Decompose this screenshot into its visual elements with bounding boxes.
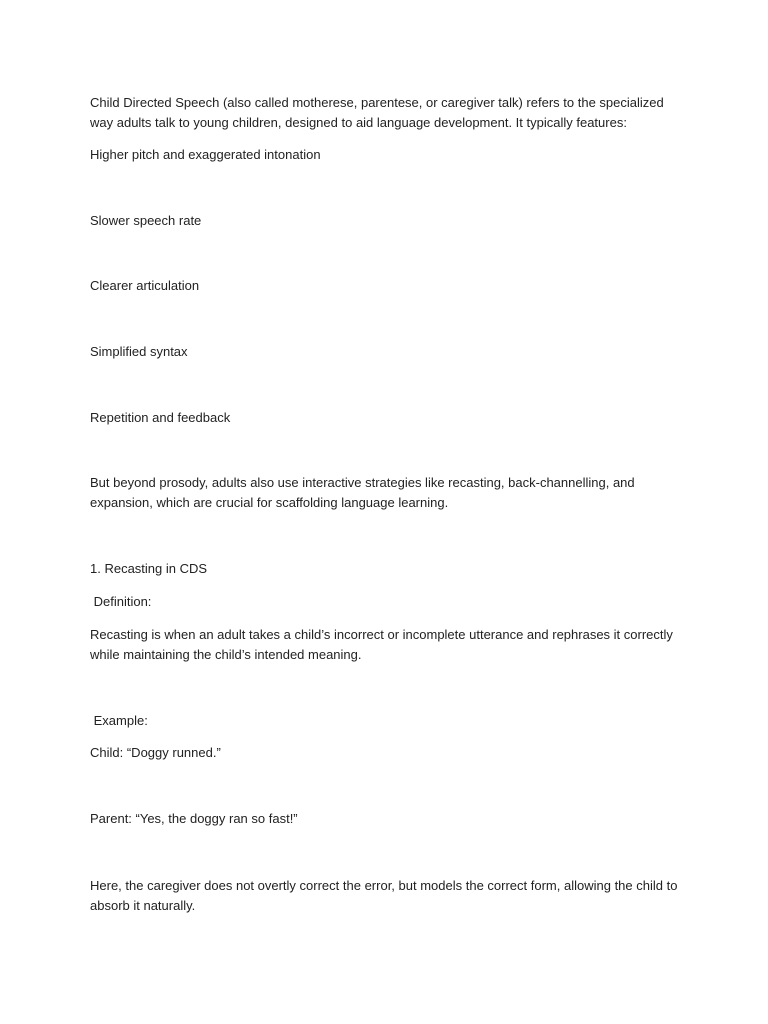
example-label: Example:	[90, 713, 148, 728]
feature-item: Slower speech rate	[90, 213, 202, 228]
section-heading: 1. Recasting in CDS	[90, 561, 208, 576]
feature-item: Higher pitch and exaggerated intonation	[90, 147, 321, 162]
feature-item: Repetition and feedback	[90, 410, 231, 425]
child-line: Child: “Doggy runned.”	[90, 745, 221, 760]
definition-label: Definition:	[90, 594, 152, 609]
feature-item: Simplified syntax	[90, 344, 188, 359]
definition-paragraph: Recasting is when an adult takes a child’s incorrect or incomplete utterance and rephrases it correctly while maintaining the child’s intended meaning.	[90, 627, 673, 662]
explanation-paragraph: Here, the caregiver does not overtly correct the error, but models the correct form, allowing the child to absorb it naturally.	[90, 878, 678, 913]
intro-paragraph: Child Directed Speech (also called motherese, parentese, or caregiver talk) refers to the specialized way adults talk to young children, designed to aid language development. It typically features:	[90, 95, 664, 130]
beyond-paragraph: But beyond prosody, adults also use interactive strategies like recasting, back-channelling, and expansion, which are crucial for scaffolding language learning.	[90, 475, 635, 510]
feature-item: Clearer articulation	[90, 278, 200, 293]
parent-line: Parent: “Yes, the doggy ran so fast!”	[90, 811, 298, 826]
